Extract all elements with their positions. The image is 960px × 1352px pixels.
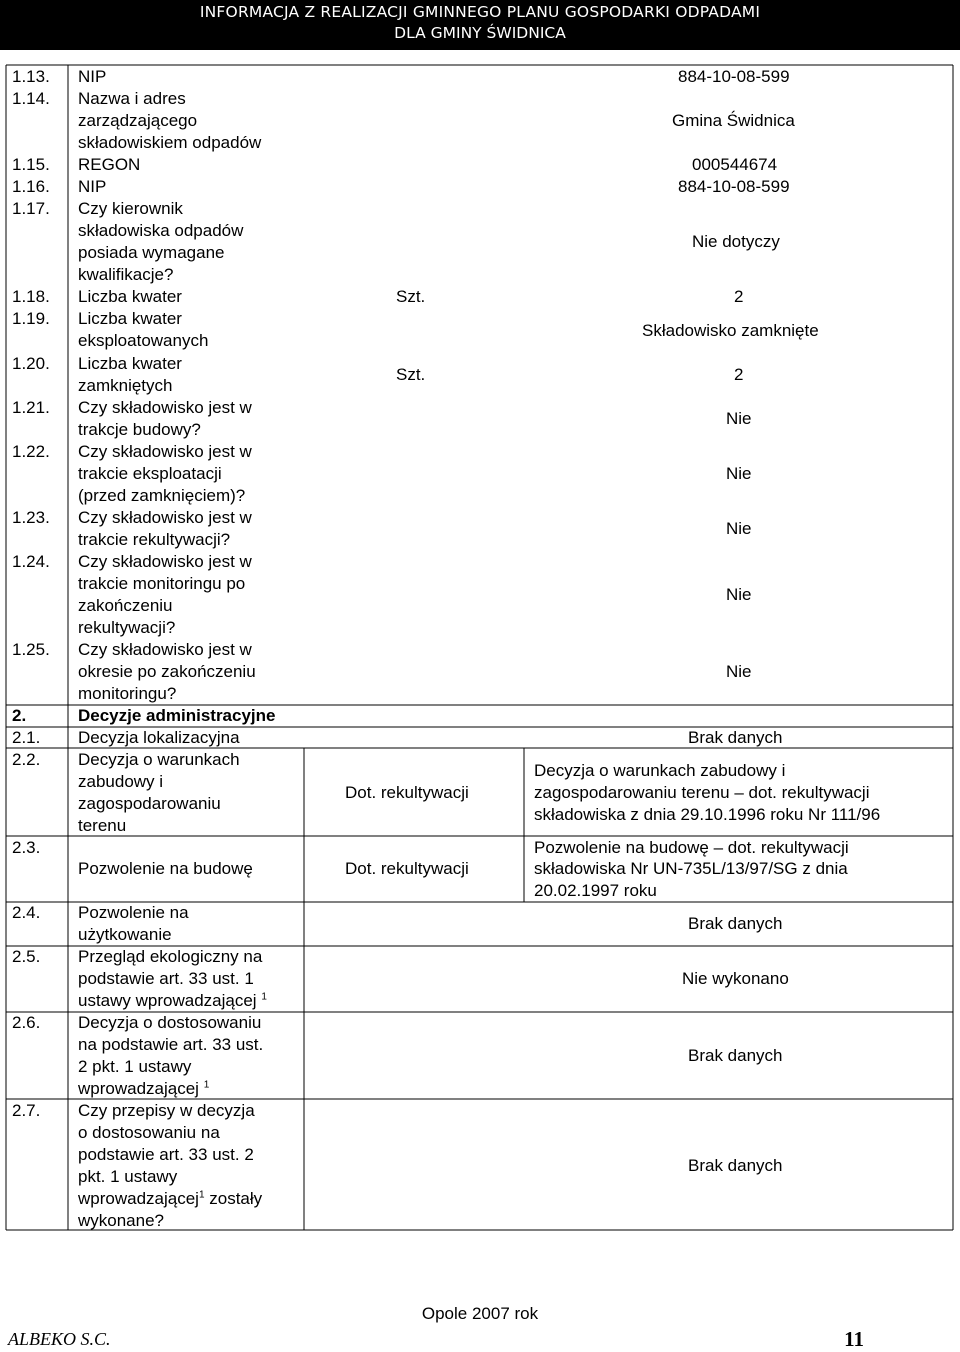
row-label — [78, 1188, 262, 1209]
row-label: Decyzja o dostosowaniu — [78, 1013, 262, 1032]
row-label: podstawie art. 33 ust. 1 — [78, 969, 254, 988]
row-unit: Szt. — [396, 287, 426, 306]
row-label: podstawie art. 33 ust. 2 — [78, 1145, 254, 1164]
section-num: 2. — [12, 706, 27, 725]
footer-company: ALBEKO S.C. — [8, 1329, 111, 1349]
row-label: monitoringu? — [78, 684, 177, 703]
row-label: Czy przepisy w decyzja — [78, 1101, 255, 1120]
label-text: wprowadzającej — [78, 1189, 199, 1208]
row-label: Pozwolenie na — [78, 903, 189, 922]
label-text: zostały — [209, 1189, 263, 1208]
row-label: na podstawie art. 33 ust. — [78, 1035, 264, 1054]
row-value: Gmina Świdnica — [672, 111, 795, 130]
row-value: Brak danych — [688, 914, 783, 933]
row-num: 2.1. — [12, 728, 41, 747]
row-label: Czy składowisko jest w — [78, 508, 252, 527]
row-num: 1.24. — [12, 552, 50, 571]
row-label: NIP — [78, 177, 107, 196]
row-value: 884-10-08-599 — [678, 67, 790, 86]
row-mid: Dot. rekultywacji — [345, 783, 469, 802]
row-num: 2.7. — [12, 1101, 41, 1120]
row-value: Nie — [726, 662, 752, 681]
page-number: 11 — [844, 1327, 864, 1351]
row-label: terenu — [78, 816, 127, 835]
row-value: Nie — [726, 585, 752, 604]
row-label: 2 pkt. 1 ustawy — [78, 1057, 192, 1076]
row-label: Czy składowisko jest w — [78, 640, 252, 659]
document-header — [0, 0, 960, 50]
row-label: Czy składowisko jest w — [78, 398, 252, 417]
row-label: składowiskiem odpadów — [78, 133, 262, 152]
row-value: 884-10-08-599 — [678, 177, 790, 196]
row-num: 1.15. — [12, 155, 50, 174]
row-label: Liczba kwater — [78, 354, 182, 373]
row-label: okresie po zakończeniu — [78, 662, 256, 681]
row-label: Decyzja o warunkach — [78, 750, 240, 769]
row-label: kwalifikacje? — [78, 265, 174, 284]
row-label — [78, 1078, 209, 1099]
row-label: wykonane? — [78, 1211, 165, 1230]
row-label: rekultywacji? — [78, 618, 176, 637]
row-num: 1.13. — [12, 67, 50, 86]
row-value: 20.02.1997 roku — [534, 881, 657, 900]
row-label: trakcie monitoringu po — [78, 574, 246, 593]
row-value: Decyzja o warunkach zabudowy i — [534, 761, 786, 780]
row-label: eksploatowanych — [78, 331, 209, 350]
row-label: zagospodarowaniu — [78, 794, 221, 813]
row-num: 1.23. — [12, 508, 50, 527]
row-num: 2.6. — [12, 1013, 41, 1032]
footnote-ref: 1 — [203, 1079, 210, 1091]
row-label: użytkowanie — [78, 925, 172, 944]
footnote-ref: 1 — [198, 1189, 205, 1201]
row-label: Liczba kwater — [78, 309, 182, 328]
row-label: Nazwa i adres — [78, 89, 186, 108]
row-label: Czy składowisko jest w — [78, 552, 252, 571]
row-num: 1.14. — [12, 89, 50, 108]
row-label: trakcie eksploatacji — [78, 464, 222, 483]
row-value: 2 — [734, 365, 744, 384]
row-label: posiada wymagane — [78, 243, 225, 262]
footnote-ref: 1 — [261, 991, 267, 1003]
row-num: 1.19. — [12, 309, 50, 328]
row-num: 1.18. — [12, 287, 50, 306]
row-num: 1.17. — [12, 199, 50, 218]
row-num: 1.25. — [12, 640, 50, 659]
row-label: REGON — [78, 155, 141, 174]
row-value: zagospodarowaniu terenu – dot. rekultywacji — [534, 783, 870, 802]
footer-date: Opole 2007 rok — [421, 1304, 539, 1323]
row-label: trakcje budowy? — [78, 420, 201, 439]
row-value: Pozwolenie na budowę – dot. rekultywacji — [534, 838, 849, 857]
row-value: Nie — [726, 519, 752, 538]
row-label: zakończeniu — [78, 596, 173, 615]
row-mid: Dot. rekultywacji — [345, 859, 469, 878]
row-value: Brak danych — [688, 1046, 783, 1065]
row-label: zabudowy i — [78, 772, 164, 791]
row-num: 1.22. — [12, 442, 50, 461]
row-value: Nie — [726, 409, 752, 428]
row-label: Czy kierownik — [78, 199, 183, 218]
row-label: składowiska odpadów — [78, 221, 244, 240]
row-value: Brak danych — [688, 1156, 783, 1175]
row-num: 1.20. — [12, 354, 50, 373]
header-subtitle: DLA GMINY ŚWIDNICA — [394, 24, 566, 42]
row-label: Liczba kwater — [78, 287, 182, 306]
row-value: Składowisko zamknięte — [642, 321, 819, 340]
row-value: Nie — [726, 464, 752, 483]
row-label: zarządzającego — [78, 111, 198, 130]
row-value: Nie dotyczy — [692, 232, 780, 251]
row-label: zamkniętych — [78, 376, 173, 395]
row-value: 2 — [734, 287, 744, 306]
row-num: 1.21. — [12, 398, 50, 417]
row-num: 1.16. — [12, 177, 50, 196]
row-value: Nie wykonano — [682, 969, 789, 988]
row-label: trakcie rekultywacji? — [78, 530, 231, 549]
row-value: Brak danych — [688, 728, 783, 747]
row-label: (przed zamknięciem)? — [78, 486, 246, 505]
header-title: INFORMACJA Z REALIZACJI GMINNEGO PLANU GOSPODARKI ODPADAMI — [199, 3, 761, 21]
row-value: składowiska Nr UN-735L/13/97/SG z dnia — [534, 859, 848, 878]
row-num: 2.2. — [12, 750, 41, 769]
row-label: NIP — [78, 67, 107, 86]
row-label: Przegląd ekologiczny na — [78, 947, 263, 966]
label-text: wprowadzającej — [78, 1079, 199, 1098]
row-label — [78, 990, 267, 1011]
row-num: 2.4. — [12, 903, 41, 922]
row-label: o dostosowaniu na — [78, 1123, 220, 1142]
row-label: Pozwolenie na budowę — [78, 859, 253, 878]
section-title: Decyzje administracyjne — [78, 706, 276, 725]
row-label: pkt. 1 ustawy — [78, 1167, 178, 1186]
row-label: Czy składowisko jest w — [78, 442, 252, 461]
row-num: 2.3. — [12, 838, 41, 857]
label-text: ustawy wprowadzającej — [78, 991, 257, 1010]
row-label: Decyzja lokalizacyjna — [78, 728, 240, 747]
row-unit: Szt. — [396, 365, 426, 384]
row-value: 000544674 — [692, 155, 778, 174]
row-value: składowiska z dnia 29.10.1996 roku Nr 111/96 — [534, 805, 881, 824]
row-num: 2.5. — [12, 947, 41, 966]
